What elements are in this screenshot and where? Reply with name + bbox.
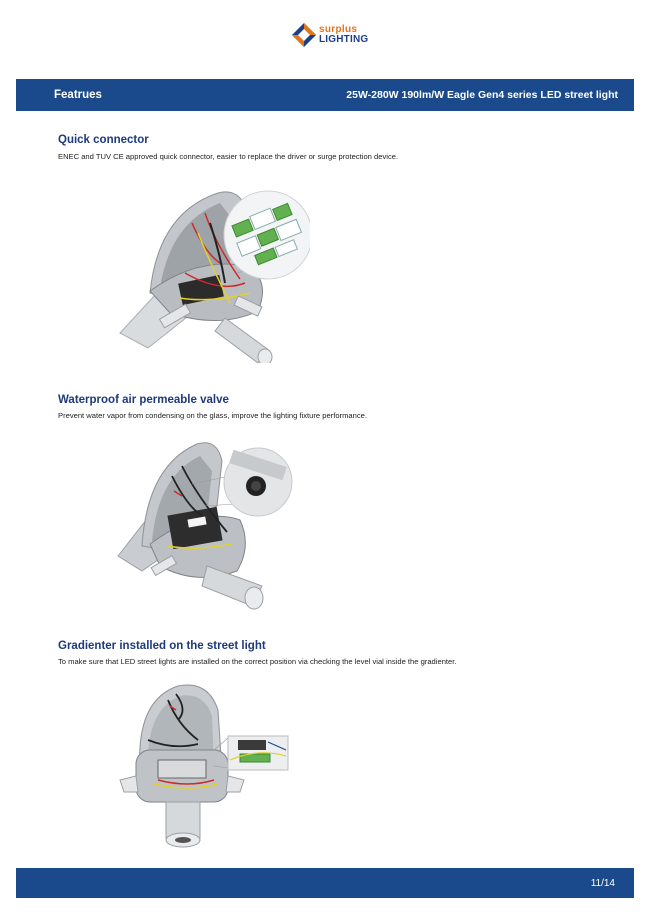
logo-mark-icon bbox=[291, 22, 317, 48]
product-title: 25W-280W 190lm/W Eagle Gen4 series LED street light bbox=[346, 89, 618, 101]
header-bar bbox=[16, 79, 634, 111]
gradienter-photo bbox=[118, 680, 293, 850]
header-title: Featrues bbox=[54, 89, 102, 101]
section-title-air-valve: Waterproof air permeable valve bbox=[58, 394, 229, 406]
page-number: 11/14 bbox=[590, 878, 615, 889]
quick-connector-photo bbox=[110, 183, 310, 363]
logo-wordmark bbox=[319, 25, 368, 45]
section-desc-quick-connector: ENEC and TUV CE approved quick connector, easier to replace the driver or surge protection device. bbox=[58, 152, 399, 161]
section-title-quick-connector: Quick connector bbox=[58, 134, 149, 146]
footer-bar bbox=[16, 868, 634, 898]
brand-logo bbox=[291, 22, 369, 48]
logo-line2: LIGHTING bbox=[319, 34, 369, 45]
logo-line1: surplus bbox=[319, 24, 358, 35]
air-valve-photo bbox=[112, 436, 302, 614]
section-desc-gradienter: To make sure that LED street lights are installed on the correct position via checking the level vial inside the gradienter. bbox=[58, 657, 457, 666]
section-title-gradienter: Gradienter installed on the street light bbox=[58, 640, 266, 652]
section-desc-air-valve: Prevent water vapor from condensing on the glass, improve the lighting fixture performance. bbox=[58, 411, 367, 420]
